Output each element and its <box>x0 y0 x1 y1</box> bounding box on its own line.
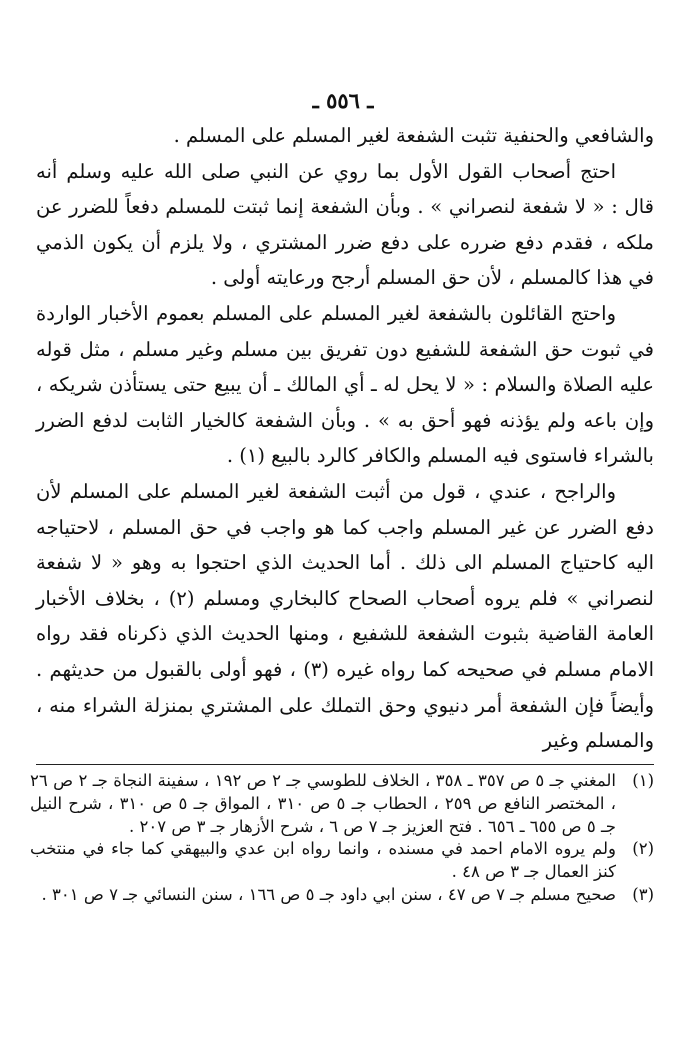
paragraph: والشافعي والحنفية تثبت الشفعة لغير المسلم على المسلم . <box>173 124 654 147</box>
main-text <box>36 118 654 759</box>
footnotes <box>30 770 654 907</box>
page-number: ـ ٥٥٦ ـ <box>312 88 374 113</box>
footnote-text: صحيح مسلم جـ ٧ ص ٤٧ ، سنن ابي داود جـ ٥ ص ١٦٦ ، سنن النسائي جـ ٧ ص ٣٠١ . <box>41 884 616 904</box>
footnote-number: (٢) <box>632 839 654 859</box>
footnote-text: المغني جـ ٥ ص ٣٥٧ ـ ٣٥٨ ، الخلاف للطوسي جـ ٢ ص ١٩٢ ، سفينة النجاة جـ ٢ ص ٢٦ ، المختصر النافع ص ٢٥٩ ، الحطاب جـ ٥ ص ٣١٠ ، المواق جـ ٥ ص ٣١٠ ، شرح النيل جـ ٥ ص ٦٥٥ ـ ٦٥٦ . فتح العزيز جـ ٧ ص ٦ ، شرح الأزهار جـ ٣ ص ٢٠٧ . <box>30 771 617 836</box>
footnote <box>30 838 654 884</box>
footnote-text: ولم يروه الامام احمد في مسنده ، وانما رواه ابن عدي والبيهقي كما جاء في منتخب كنز العمال جـ ٣ ص ٤٨ . <box>30 839 616 882</box>
footnote <box>30 770 654 838</box>
footnote-divider <box>36 764 654 765</box>
footnote-number: (٣) <box>632 884 654 904</box>
paragraph: والراجح ، عندي ، قول من أثبت الشفعة لغير المسلم على المسلم لأن دفع الضرر عن غير المسلم واجب كما هو واجب في حق المسلم ، لاحتياجه اليه كاحتياج المسلم الى ذلك . أما الحديث الذي احتجوا به وهو « لا شفعة لنصراني » فلم يروه أصحاب الصحاح كالبخاري ومسلم (٢) ، بخلاف الأخبار العامة القاضية بثبوت الشفعة للشفيع ، ومنها الحديث الذي ذكرناه فقد رواه الامام مسلم في صحيحه كما رواه غيره (٣) ، فهو أولى بالقبول من حديثهم . وأيضاً فإن الشفعة أمر دنيوي وحق التملك على المشتري بمنزلة الشراء منه ، والمسلم وغير <box>36 479 654 753</box>
footnote-number: (١) <box>632 771 654 790</box>
footnote <box>30 884 654 907</box>
paragraph: احتج أصحاب القول الأول بما روي عن النبي صلى الله عليه وسلم أنه قال : « لا شفعة لنصراني » . وبأن الشفعة إنما ثبتت للمسلم دفعاً للضرر عن ملكه ، فقدم دفع ضرره على دفع ضرر المشتري ، ولا يلزم أن يكون الذمي في هذا كالمسلم ، لأن حق المسلم أرجح ورعايته أولى . <box>36 159 654 290</box>
paragraph: واحتج القائلون بالشفعة لغير المسلم على المسلم بعموم الأخبار الواردة في ثبوت حق الشفعة للشفيع دون تفريق بين مسلم وغير مسلم ، مثل قوله عليه الصلاة والسلام : « لا يحل له ـ أي المالك ـ أن يبيع حتى يستأذن شريكه ، وإن باعه ولم يؤذنه فهو أحق به » . وبأن الشفعة كالخيار الثابت لدفع الضرر بالشراء فاستوى فيه المسلم والكافر كالرد بالبيع (١) . <box>36 301 654 468</box>
